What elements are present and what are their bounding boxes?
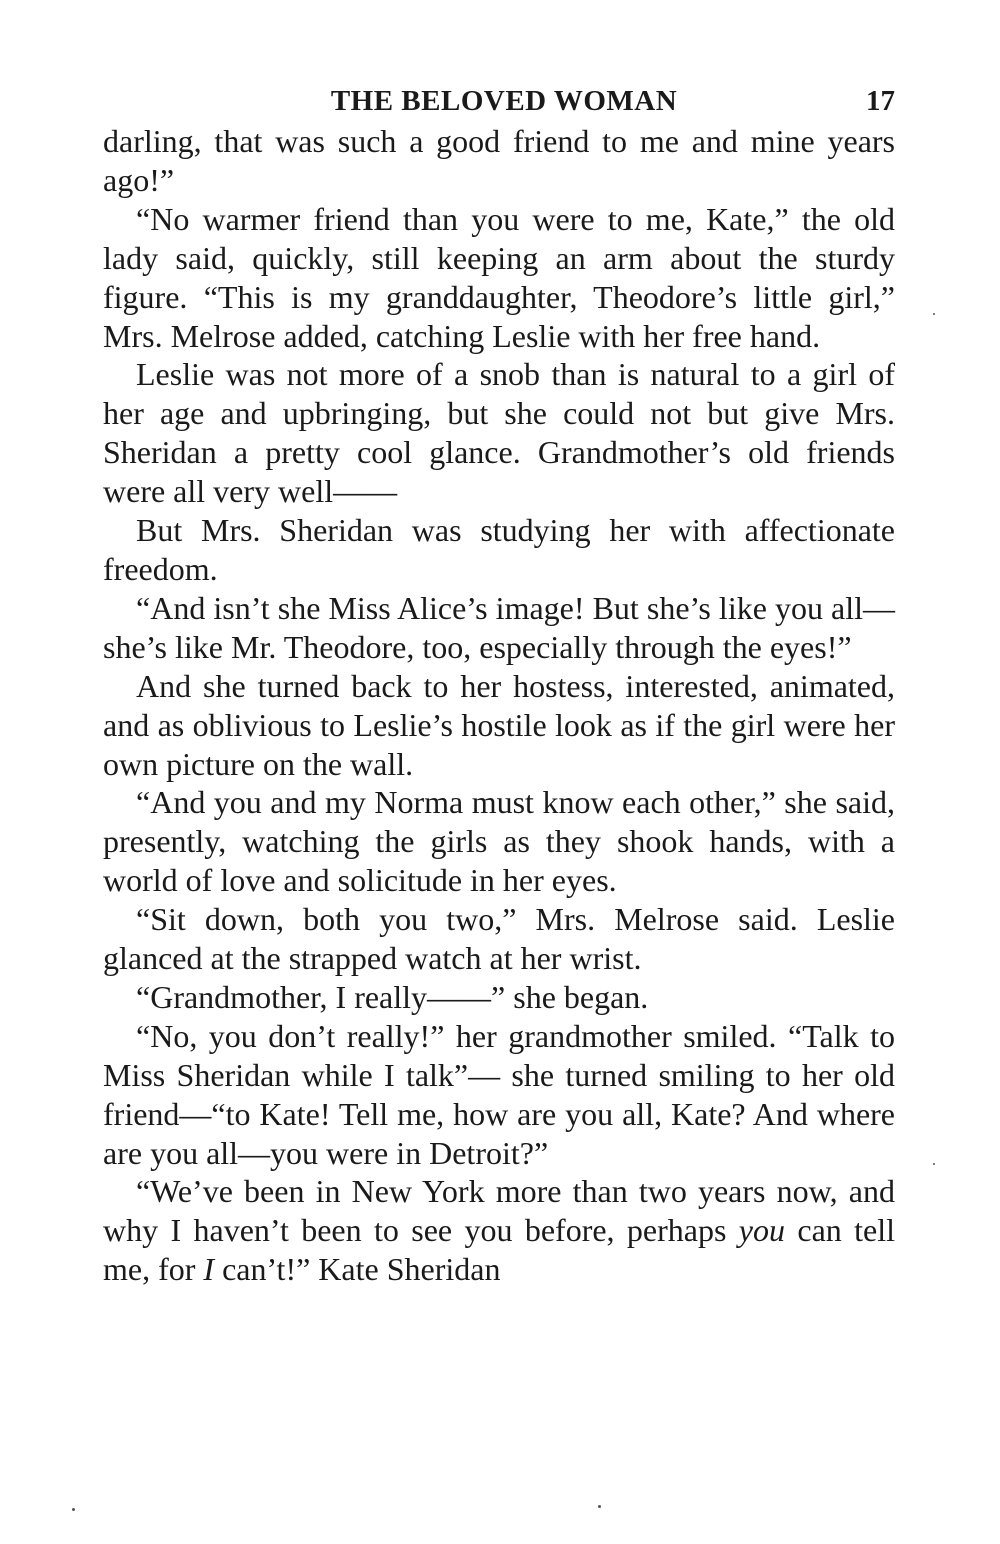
paragraph: Leslie was not more of a snob than is natural to a girl of her age and upbringing, but she could not but give Mrs. Sheridan a pretty cool glance. Grandmother’s old friends were all very well—— [103,356,895,510]
italic-word: you [738,1212,785,1249]
paragraph: “And you and my Norma must know each other,” she said, presently, watching the girls as they shook hands, with a world of love and solicitude in her eyes. [103,784,895,899]
scan-speck [72,1508,75,1511]
paragraph: “No, you don’t really!” her grandmother smiled. “Talk to Miss Sheridan while I talk”— she turned smiling to her old friend—“to Kate! Tell me, how are you all, Kate? And where are you all—you were in Detroit?” [103,1017,895,1171]
paragraph: But Mrs. Sheridan was studying her with affectionate freedom. [103,512,895,587]
text-run: can tell me, for [103,1212,896,1288]
paragraph: darling, that was such a good friend to me and mine years ago!” [103,123,895,198]
page-body [103,122,895,1289]
page-header [103,80,895,122]
paragraph: “Sit down, both you two,” Mrs. Melrose said. Leslie glanced at the strapped watch at her wrist. [103,901,895,977]
scan-speck [598,1505,601,1508]
page-number: 17 [866,85,895,117]
text-run: can’t!” Kate Sheridan [214,1251,501,1288]
book-page [103,80,895,1289]
paragraph-last [103,1172,895,1289]
italic-word: I [203,1251,215,1288]
paragraph: And she turned back to her hostess, interested, animated, and as oblivious to Leslie’s hostile look as if the girl were her own picture on the wall. [103,667,895,782]
paragraph: “And isn’t she Miss Alice’s image! But she’s like you all—she’s like Mr. Theodore, too, especially through the eyes!” [103,589,895,665]
running-title: THE BELOVED WOMAN [330,85,678,117]
scan-speck [933,313,935,315]
text-run: “We’ve been in New York more than two years now, and why I haven’t been to see you before, perhaps [103,1173,895,1249]
paragraph: “No warmer friend than you were to me, Kate,” the old lady said, quickly, still keeping an arm about the sturdy figure. “This is my granddaughter, Theodore’s little girl,” Mrs. Melrose added, catching Leslie with her free hand. [103,200,895,354]
scan-speck [933,1163,935,1165]
paragraph: “Grandmother, I really——” she began. [136,978,649,1015]
